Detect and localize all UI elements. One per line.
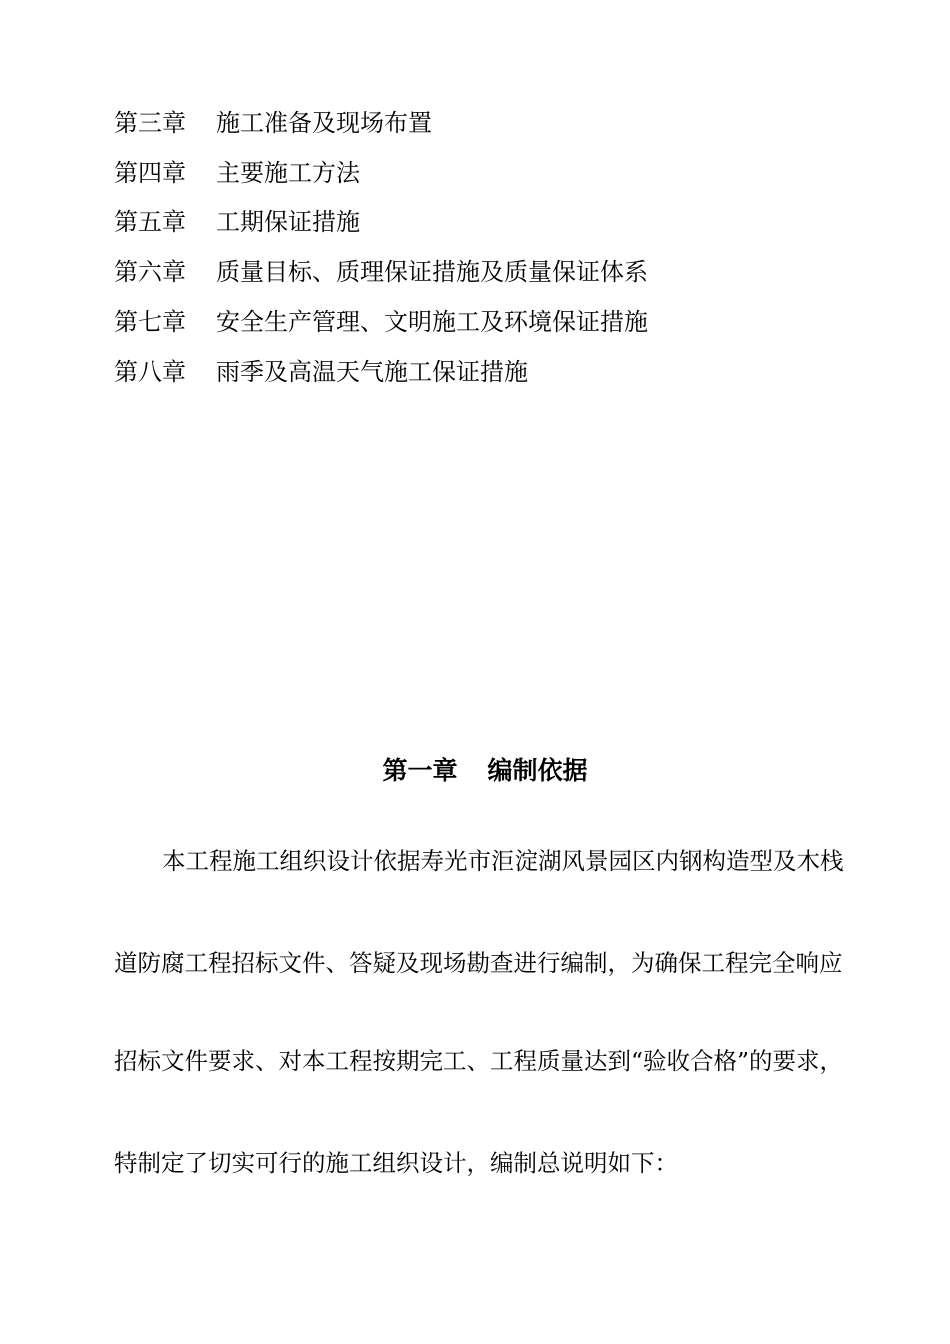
paragraph-line: 本工程施工组织设计依据寿光市洰淀湖风景园区内钢构造型及木栈 — [162, 847, 844, 875]
toc-chapter-title: 施工准备及现场布置 — [216, 109, 432, 137]
toc-chapter-number: 第六章 — [114, 258, 186, 286]
toc-chapter-title: 主要施工方法 — [216, 159, 360, 187]
toc-entry — [114, 257, 648, 287]
chapter-heading — [0, 754, 950, 788]
toc-chapter-number: 第八章 — [114, 358, 186, 386]
toc-chapter-number: 第四章 — [114, 159, 186, 187]
paragraph-line: 招标文件要求、对本工程按期完工、工程质量达到“验收合格”的要求， — [114, 1047, 844, 1075]
toc-entry — [114, 357, 528, 387]
toc-chapter-title: 安全生产管理、文明施工及环境保证措施 — [216, 308, 648, 336]
toc-chapter-title: 质量目标、质理保证措施及质量保证体系 — [216, 258, 648, 286]
toc-entry — [114, 158, 360, 188]
toc-chapter-number: 第三章 — [114, 109, 186, 137]
toc-entry — [114, 108, 432, 138]
chapter-heading-title: 编制依据 — [487, 756, 588, 785]
toc-entry — [114, 307, 648, 337]
toc-chapter-title: 雨季及高温天气施工保证措施 — [216, 358, 528, 386]
paragraph-line: 道防腐工程招标文件、答疑及现场勘查进行编制，为确保工程完全响应 — [114, 949, 843, 977]
toc-chapter-number: 第七章 — [114, 308, 186, 336]
chapter-heading-number: 第一章 — [382, 756, 458, 785]
toc-entry — [114, 207, 360, 237]
toc-chapter-title: 工期保证措施 — [216, 208, 360, 236]
paragraph-line: 特制定了切实可行的施工组织设计，编制总说明如下： — [114, 1149, 678, 1177]
toc-chapter-number: 第五章 — [114, 208, 186, 236]
